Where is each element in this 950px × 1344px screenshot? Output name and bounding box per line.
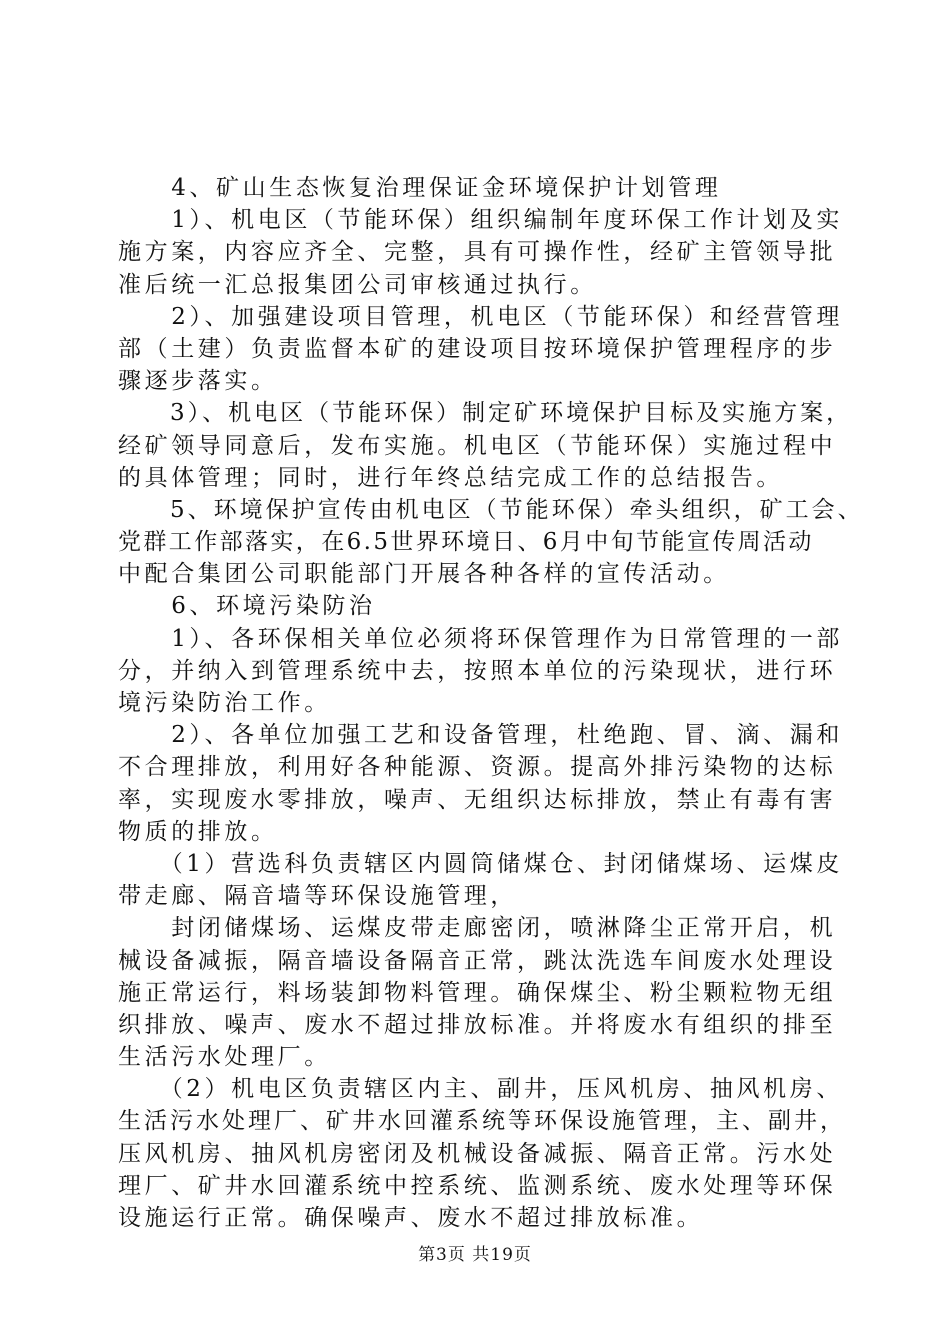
body-text — [118, 172, 864, 1234]
text-line: 5、环境保护宣传由机电区（节能环保）牵头组织，矿工会、 — [118, 496, 864, 523]
text-line: 中配合集团公司职能部门开展各种各样的宣传活动。 — [118, 561, 730, 588]
text-line: 3）、机电区（节能环保）制定矿环境保护目标及实施方案， — [118, 400, 853, 427]
text-line: 准后统一汇总报集团公司审核通过执行。 — [118, 271, 597, 298]
text-line: 施正常运行，料场装卸物料管理。确保煤尘、粉尘颗粒物无组 — [118, 979, 837, 1006]
text-line: 不合理排放，利用好各种能源、资源。提高外排污染物的达标 — [118, 754, 837, 781]
text-line: 党群工作部落实，在6.5世界环境日、6月中旬节能宣传周活动 — [118, 529, 814, 556]
text-line: 1）、机电区（节能环保）组织编制年度环保工作计划及实 — [118, 207, 843, 234]
text-line: 2）、各单位加强工艺和设备管理，杜绝跑、冒、滴、漏和 — [118, 722, 843, 749]
text-line: 物质的排放。 — [118, 818, 278, 845]
text-line: 骤逐步落实。 — [118, 368, 278, 395]
text-line: 4、矿山生态恢复治理保证金环境保护计划管理 — [118, 175, 722, 201]
text-line: 压风机房、抽风机房密闭及机械设备减振、隔音正常。污水处 — [118, 1140, 837, 1167]
text-line: 率，实现废水零排放，噪声、无组织达标排放，禁止有毒有害 — [118, 786, 837, 813]
text-line: 封闭储煤场、运煤皮带走廊密闭，喷淋降尘正常开启，机 — [118, 915, 837, 942]
text-line: 生活污水处理厂、矿井水回灌系统等环保设施管理，主、副井， — [118, 1108, 846, 1135]
text-line: （2）机电区负责辖区内主、副井，压风机房、抽风机房、 — [118, 1076, 843, 1103]
text-line: 械设备减振，隔音墙设备隔音正常，跳汰洗选车间废水处理设 — [118, 947, 837, 974]
text-line: 部（土建）负责监督本矿的建设项目按环境保护管理程序的步 — [118, 335, 837, 362]
text-line: 织排放、噪声、废水不超过排放标准。并将废水有组织的排至 — [118, 1011, 837, 1038]
text-line: 经矿领导同意后，发布实施。机电区（节能环保）实施过程中 — [118, 432, 837, 459]
text-line: 6、环境污染防治 — [118, 593, 376, 620]
text-line: （1）营选科负责辖区内圆筒储煤仓、封闭储煤场、运煤皮 — [118, 850, 843, 877]
text-line: 1）、各环保相关单位必须将环保管理作为日常管理的一部 — [118, 625, 843, 652]
page-number-footer: 第3页 共19页 — [418, 1245, 532, 1265]
text-line: 生活污水处理厂。 — [118, 1044, 331, 1071]
text-line: 的具体管理；同时，进行年终总结完成工作的总结报告。 — [118, 464, 783, 491]
text-line: 施方案，内容应齐全、完整，具有可操作性，经矿主管领导批 — [118, 239, 837, 266]
text-line: 分，并纳入到管理系统中去，按照本单位的污染现状，进行环 — [118, 657, 837, 684]
text-line: 设施运行正常。确保噪声、废水不超过排放标准。 — [118, 1205, 704, 1231]
text-line: 带走廊、隔音墙等环保设施管理， — [118, 883, 517, 910]
text-line: 理厂、矿井水回灌系统中控系统、监测系统、废水处理等环保 — [118, 1172, 837, 1199]
text-line: 2）、加强建设项目管理，机电区（节能环保）和经营管理 — [118, 303, 843, 330]
text-line: 境污染防治工作。 — [118, 690, 331, 716]
